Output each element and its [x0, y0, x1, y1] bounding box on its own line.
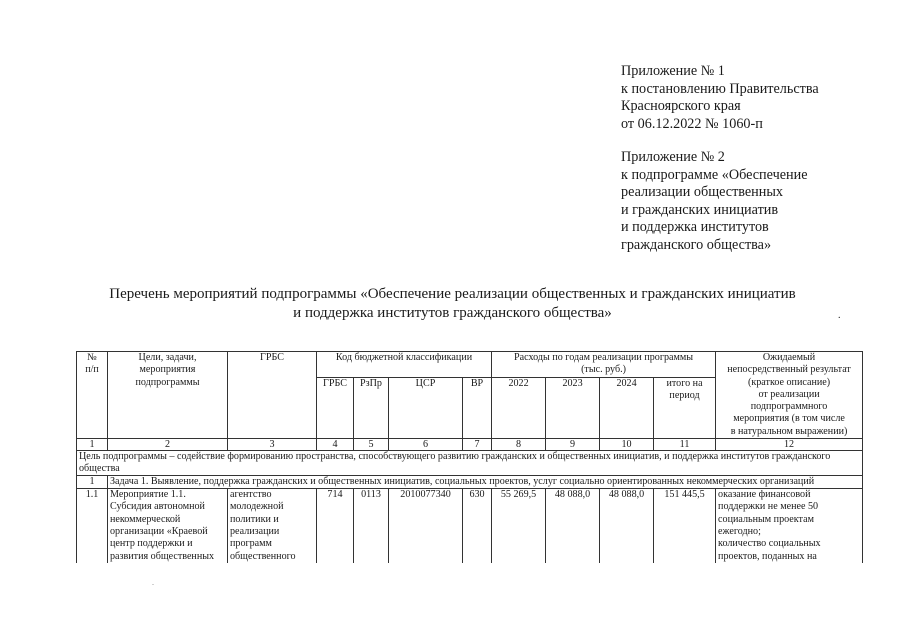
header-budget-code: Код бюджетной классификации — [317, 352, 492, 378]
table-header-row — [77, 352, 863, 378]
column-number-row — [77, 439, 863, 451]
row-grbs-code: 714 — [317, 489, 354, 563]
subheader-2022: 2022 — [492, 377, 546, 438]
header-grbs: ГРБС — [228, 352, 317, 439]
annex-2-line: и гражданских инициатив — [621, 201, 779, 218]
header-result: Ожидаемый непосредственный результат (краткое описание) от реализации подпрограммного мероприятия (в том числе в натуральном выражении) — [716, 352, 863, 439]
subheader-total: итого на период — [654, 377, 716, 438]
annex-1-line: к постановлению Правительства — [621, 80, 819, 97]
goal-text: Цель подпрограммы – содействие формированию пространства, способствующего развитию гражданских и общественных инициатив, и поддержка институтов гражданского общества — [77, 451, 863, 476]
document-title-line-1: Перечень мероприятий подпрограммы «Обеспечение реализации общественных и гражданских инициатив — [109, 286, 796, 302]
row-activity-name: Мероприятие 1.1. Субсидия автономной некоммерческой организации «Краевой центр поддержки и развития общественных — [108, 489, 228, 563]
task-num: 1 — [77, 476, 108, 489]
column-number: 10 — [600, 439, 654, 451]
annex-1-line: Красноярского края — [621, 98, 741, 115]
column-number: 4 — [317, 439, 354, 451]
column-number: 5 — [354, 439, 389, 451]
row-2024: 48 088,0 — [600, 489, 654, 563]
column-number: 9 — [546, 439, 600, 451]
subheader-rzpr: РзПр — [354, 377, 389, 438]
subheader-2023: 2023 — [546, 377, 600, 438]
annex-2-line: гражданского общества» — [621, 236, 772, 253]
annex-2-line: и поддержка институтов — [621, 219, 769, 236]
header-goals: Цели, задачи, мероприятия подпрограммы — [108, 352, 228, 439]
row-grbs-name: агентство молодежной политики и реализации программ общественного — [228, 489, 317, 563]
task-text: Задача 1. Выявление, поддержка гражданских и общественных инициатив, социальных проектов, услуг социально ориентированных некоммерческих организаций — [108, 476, 863, 489]
row-num: 1.1 — [77, 489, 108, 563]
row-2022: 55 269,5 — [492, 489, 546, 563]
column-number: 2 — [108, 439, 228, 451]
column-number: 12 — [716, 439, 863, 451]
subheader-vr: ВР — [463, 377, 492, 438]
annex-1-block — [621, 63, 819, 133]
row-csr: 2010077340 — [389, 489, 463, 563]
annex-2-line: к подпрограмме «Обеспечение — [621, 166, 808, 183]
column-number: 11 — [654, 439, 716, 451]
goal-row — [77, 451, 863, 476]
row-2023: 48 088,0 — [546, 489, 600, 563]
annex-2-line: Приложение № 2 — [621, 149, 725, 165]
annex-1-line: Приложение № 1 — [621, 63, 725, 79]
column-number: 8 — [492, 439, 546, 451]
row-result: оказание финансовой поддержки не менее 50 социальным проектам ежегодно; количество социальных проектов, поданных на — [716, 489, 863, 563]
subheader-grbs: ГРБС — [317, 377, 354, 438]
column-number: 3 — [228, 439, 317, 451]
row-total: 151 445,5 — [654, 489, 716, 563]
row-rzpr: 0113 — [354, 489, 389, 563]
header-expenses: Расходы по годам реализации программы (тыс. руб.) — [492, 352, 716, 378]
scan-dot: . — [838, 310, 841, 321]
column-number: 1 — [77, 439, 108, 451]
scan-mark: . — [152, 578, 154, 587]
annex-2-line: реализации общественных — [621, 184, 783, 201]
activities-table — [76, 351, 863, 563]
document-title-line-2: и поддержка институтов гражданского общества» — [293, 305, 612, 321]
table-row — [77, 489, 863, 563]
task-row — [77, 476, 863, 489]
row-vr: 630 — [463, 489, 492, 563]
annex-1-line: от 06.12.2022 № 1060-п — [621, 115, 763, 132]
document-title — [0, 285, 905, 323]
column-number: 7 — [463, 439, 492, 451]
header-num: № п/п — [77, 352, 108, 439]
subheader-csr: ЦСР — [389, 377, 463, 438]
column-number: 6 — [389, 439, 463, 451]
subheader-2024: 2024 — [600, 377, 654, 438]
annex-2-block — [621, 149, 808, 255]
